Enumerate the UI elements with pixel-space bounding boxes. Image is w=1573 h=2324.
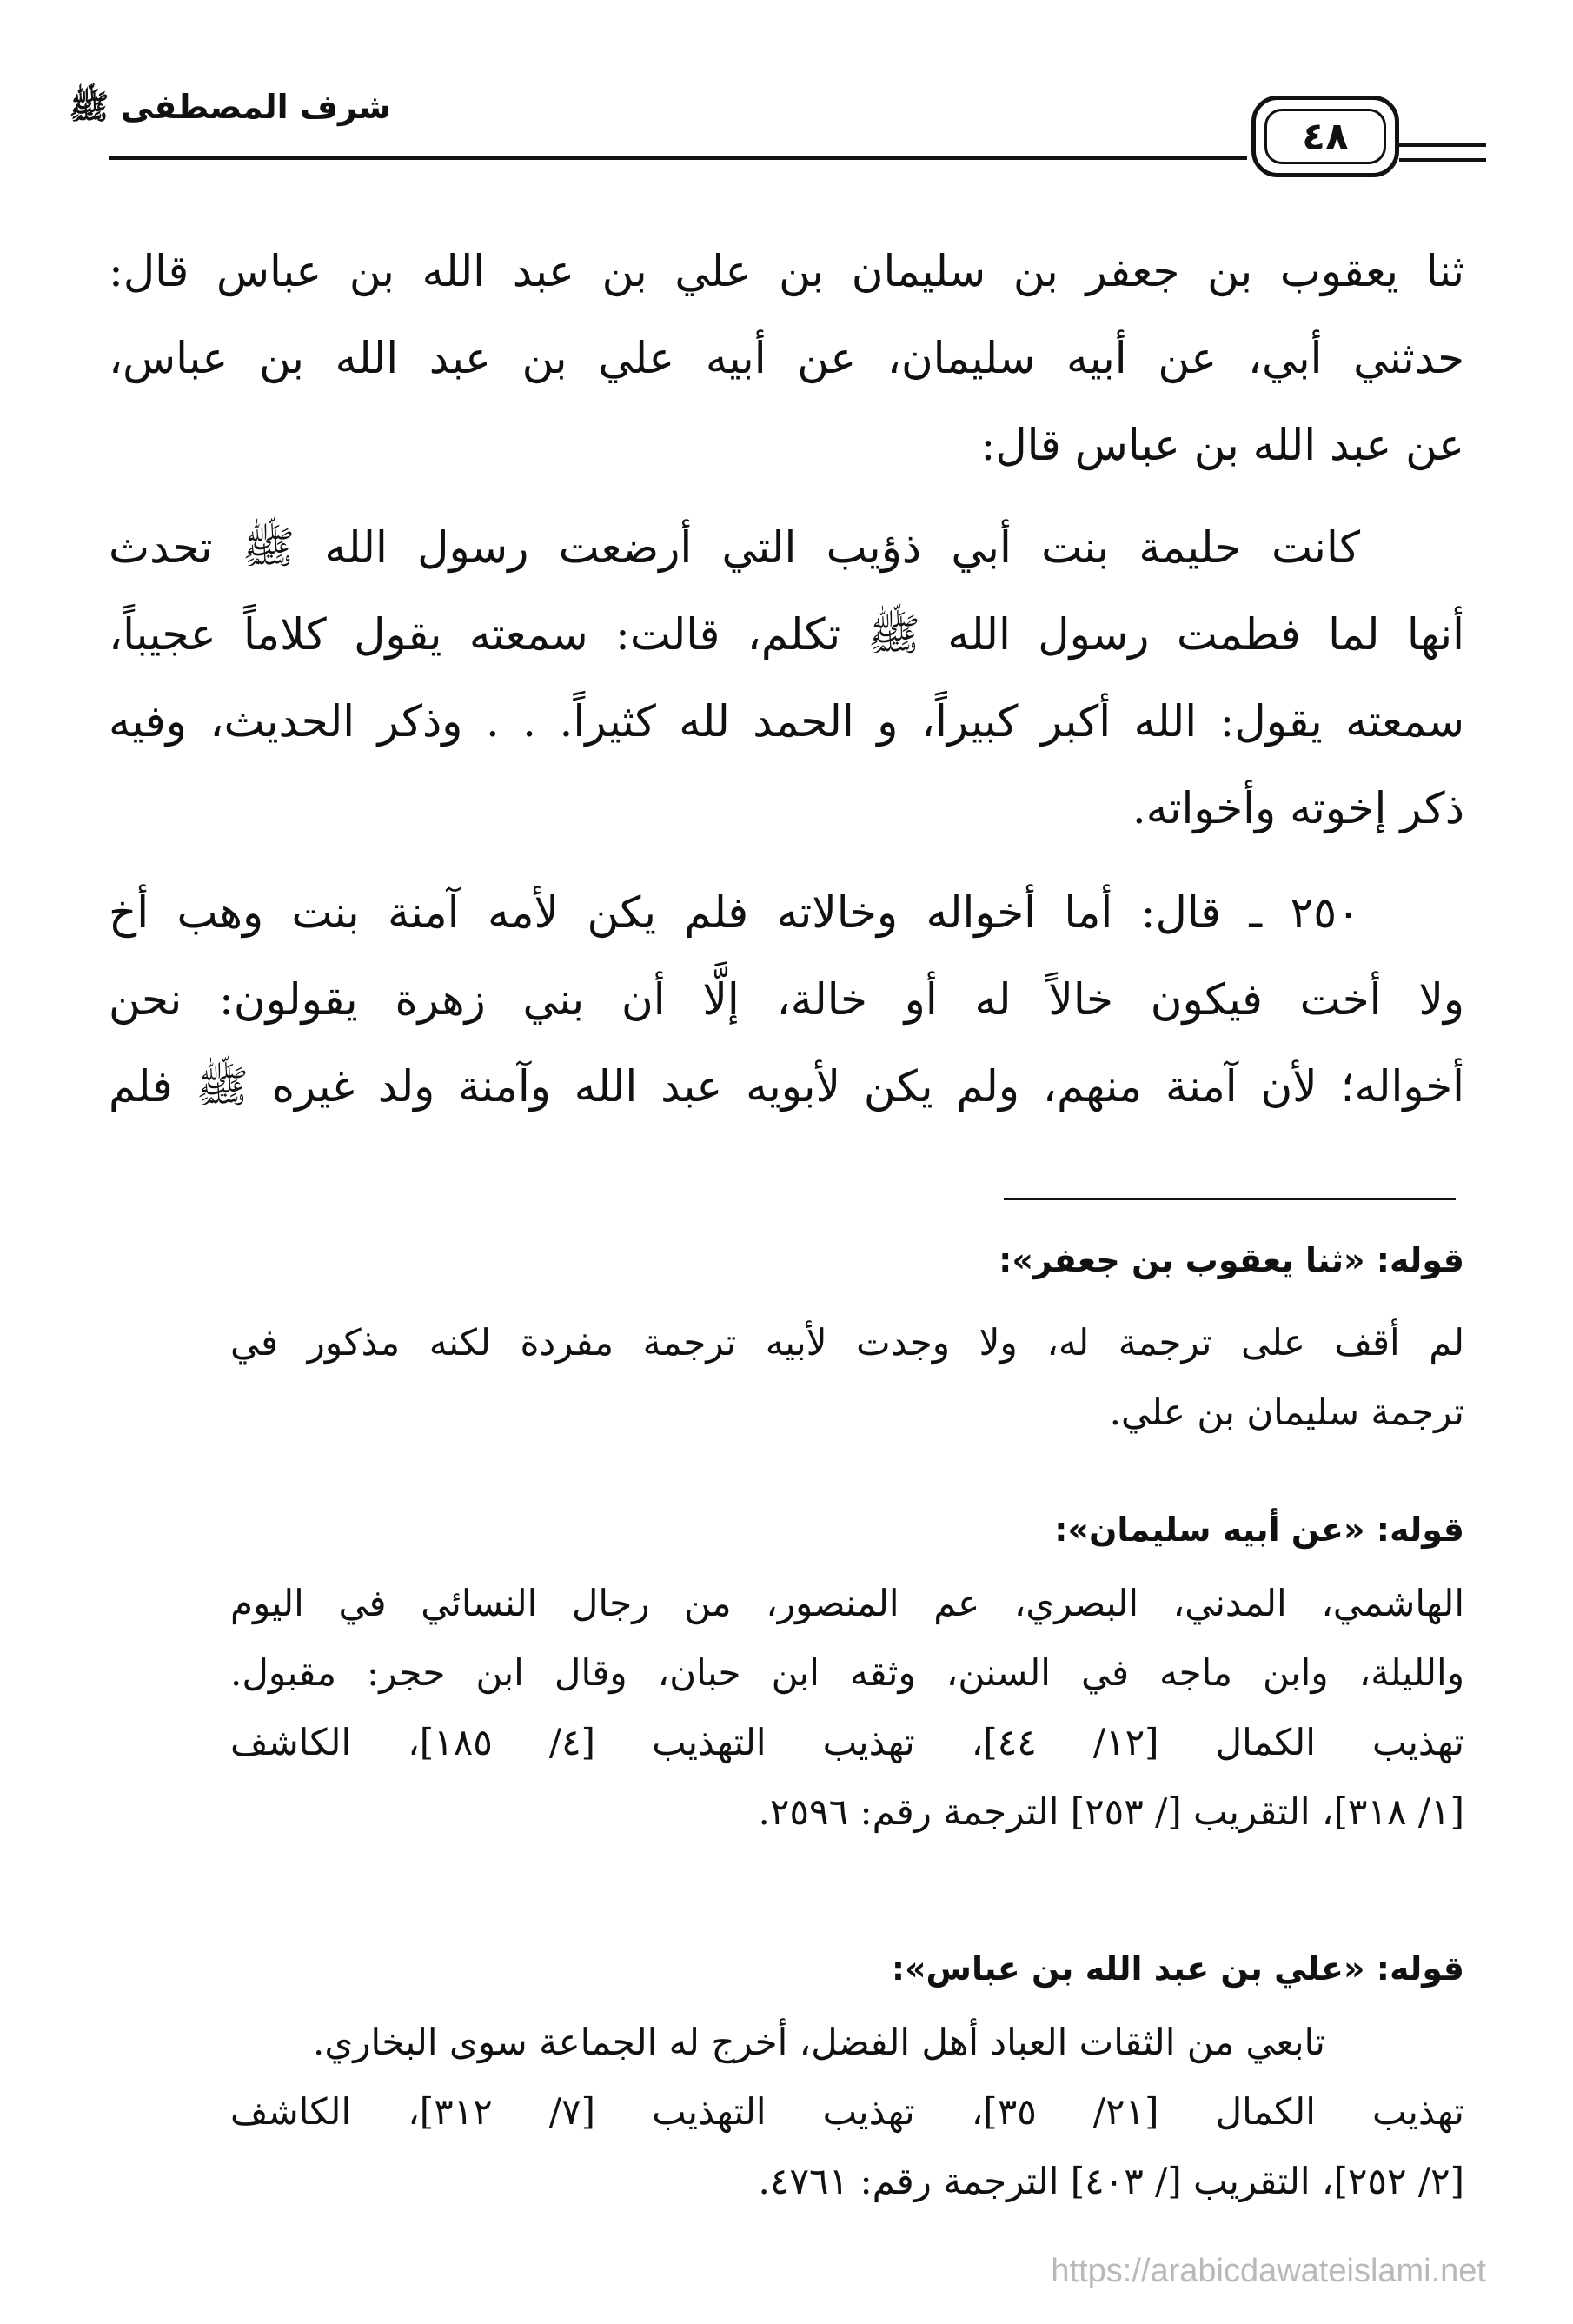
footnote-heading: قوله: «عن أبيه سليمان»: xyxy=(1054,1511,1464,1549)
paragraph-250 xyxy=(109,869,1464,1130)
footnote-separator xyxy=(1004,1198,1456,1200)
running-header-title: شرف المصطفى ﷺ xyxy=(69,88,391,126)
header-rule-double-top xyxy=(1399,143,1486,147)
page-number-frame xyxy=(1251,96,1399,177)
text-line: سمعته يقول: الله أكبر كبيراً، و الحمد لله كثيراً. . . وذكر الحديث، وفيه xyxy=(109,696,1464,747)
footnote-line: لم أقف على ترجمة له، ولا وجدت لأبيه ترجمة مفردة لكنه مذكور في xyxy=(230,1321,1464,1364)
header-rule-double-bottom xyxy=(1399,158,1486,162)
footnote-line: والليلة، وابن ماجه في السنن، وثقه ابن حبان، وقال ابن حجر: مقبول. xyxy=(230,1651,1464,1694)
text-line: عن عبد الله بن عباس قال: xyxy=(980,420,1464,470)
paragraph-halima xyxy=(109,504,1464,852)
text-line: أخواله؛ لأن آمنة منهم، ولم يكن لأبويه عبد الله وآمنة ولد غيره ﷺ فلم xyxy=(109,1061,1464,1112)
footnote-heading: قوله: «ثنا يعقوب بن جعفر»: xyxy=(999,1241,1464,1279)
text-line: ولا أخت فيكون خالاً له أو خالة، إلَّا أن بني زهرة يقولون: نحن xyxy=(109,974,1464,1025)
footnote-body xyxy=(230,2008,1464,2216)
footnote-line: ترجمة سليمان بن علي. xyxy=(1109,1391,1464,1433)
footnote-line: تهذيب الكمال [٢١/ ٣٥]، تهذيب التهذيب [٧/ ٣١٢]، الكاشف xyxy=(230,2090,1464,2133)
footnote-body xyxy=(230,1569,1464,1847)
text-line: حدثني أبي، عن أبيه سليمان، عن أبيه علي بن عبد الله بن عباس، xyxy=(109,333,1464,383)
source-watermark: https://arabicdawateislami.net xyxy=(1051,2253,1486,2289)
text-line: ٢٥٠ ـ قال: أما أخواله وخالاته فلم يكن لأمه آمنة بنت وهب أخ xyxy=(109,887,1360,938)
paragraph-isnad xyxy=(109,228,1464,488)
footnote-line: [١/ ٣١٨]، التقريب [/ ٢٥٣] الترجمة رقم: ٢٥٩٦. xyxy=(758,1790,1464,1833)
footnote-line: الهاشمي، المدني، البصري، عم المنصور، من رجال النسائي في اليوم xyxy=(230,1582,1464,1624)
footnote-line: [٢/ ٢٥٢]، التقريب [/ ٤٠٣] الترجمة رقم: ٤٧٦١. xyxy=(758,2160,1464,2202)
footnote-line: تهذيب الكمال [١٢/ ٤٤]، تهذيب التهذيب [٤/ ١٨٥]، الكاشف xyxy=(230,1721,1464,1763)
text-line: أنها لما فطمت رسول الله ﷺ تكلم، قالت: سمعته يقول كلاماً عجيباً، xyxy=(109,609,1464,660)
text-line: ذكر إخوته وأخواته. xyxy=(1132,783,1464,833)
page-number: ٤٨ xyxy=(1264,109,1386,164)
footnote-body xyxy=(230,1308,1464,1447)
footnote-heading: قوله: «علي بن عبد الله بن عباس»: xyxy=(891,1949,1464,1988)
footnote-line: تابعي من الثقات العباد أهل الفضل، أخرج له الجماعة سوى البخاري. xyxy=(313,2021,1325,2063)
header-rule xyxy=(109,156,1247,160)
text-line: كانت حليمة بنت أبي ذؤيب التي أرضعت رسول الله ﷺ تحدث xyxy=(109,522,1360,573)
text-line: ثنا يعقوب بن جعفر بن سليمان بن علي بن عبد الله بن عباس قال: xyxy=(109,246,1464,296)
